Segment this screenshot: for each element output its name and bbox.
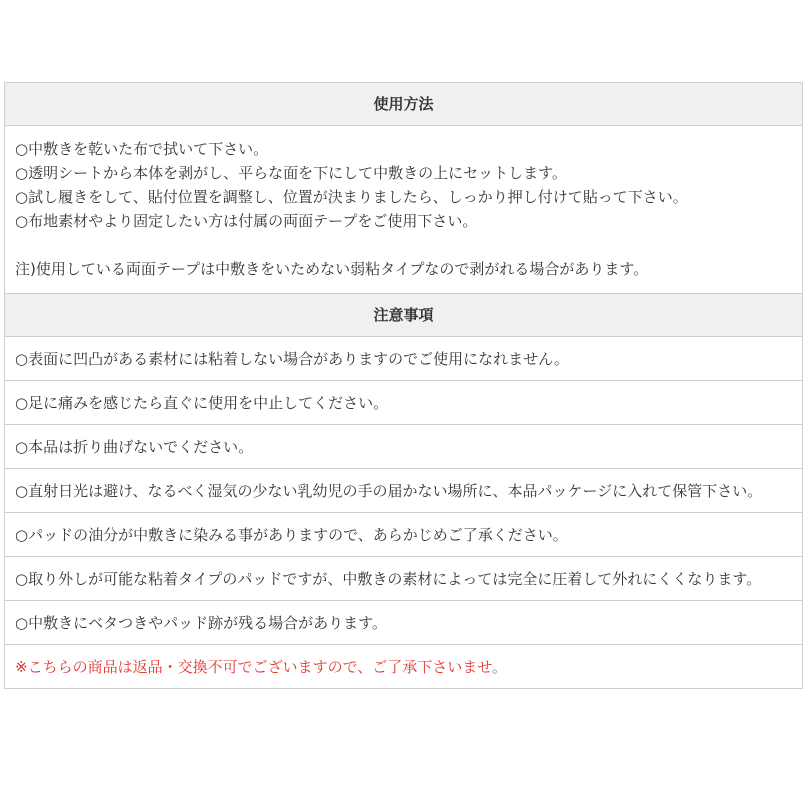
no-return-notice: ※こちらの商品は返品・交換不可でございますので、ご了承下さいませ。 [15,658,507,676]
usage-note: 注)使用している両面テープは中敷きをいためない弱粘タイプなので剥がれる場合があります。 [15,260,649,278]
spacer [15,233,792,257]
product-info-panel [4,82,803,689]
caution-item: ○表面に凹凸がある素材には粘着しない場合がありますのでご使用になれません。 [5,337,802,381]
usage-section-header: 使用方法 [5,83,802,126]
caution-item: ○中敷きにベタつきやパッド跡が残る場合があります。 [5,601,802,645]
usage-step: ○中敷きを乾いた布で拭いて下さい。 [15,140,269,158]
usage-step: ○透明シートから本体を剥がし、平らな面を下にして中敷きの上にセットします。 [15,164,567,182]
caution-item: ○直射日光は避け、なるべく湿気の少ない乳幼児の手の届かない場所に、本品パッケージに入れて保管下さい。 [5,469,802,513]
caution-item: ○取り外しが可能な粘着タイプのパッドですが、中敷きの素材によっては完全に圧着して外れにくくなります。 [5,557,802,601]
caution-item: ○パッドの油分が中敷きに染みる事がありますので、あらかじめご了承ください。 [5,513,802,557]
usage-step: ○試し履きをして、貼付位置を調整し、位置が決まりましたら、しっかり押し付けて貼って下さい。 [15,188,688,206]
cautions-section-header: 注意事項 [5,294,802,337]
cautions-list [5,337,802,688]
caution-item: ○足に痛みを感じたら直ぐに使用を中止してください。 [5,381,802,425]
caution-item: ○本品は折り曲げないでください。 [5,425,802,469]
usage-instructions [5,126,802,294]
usage-step: ○布地素材やより固定したい方は付属の両面テープをご使用下さい。 [15,212,478,230]
